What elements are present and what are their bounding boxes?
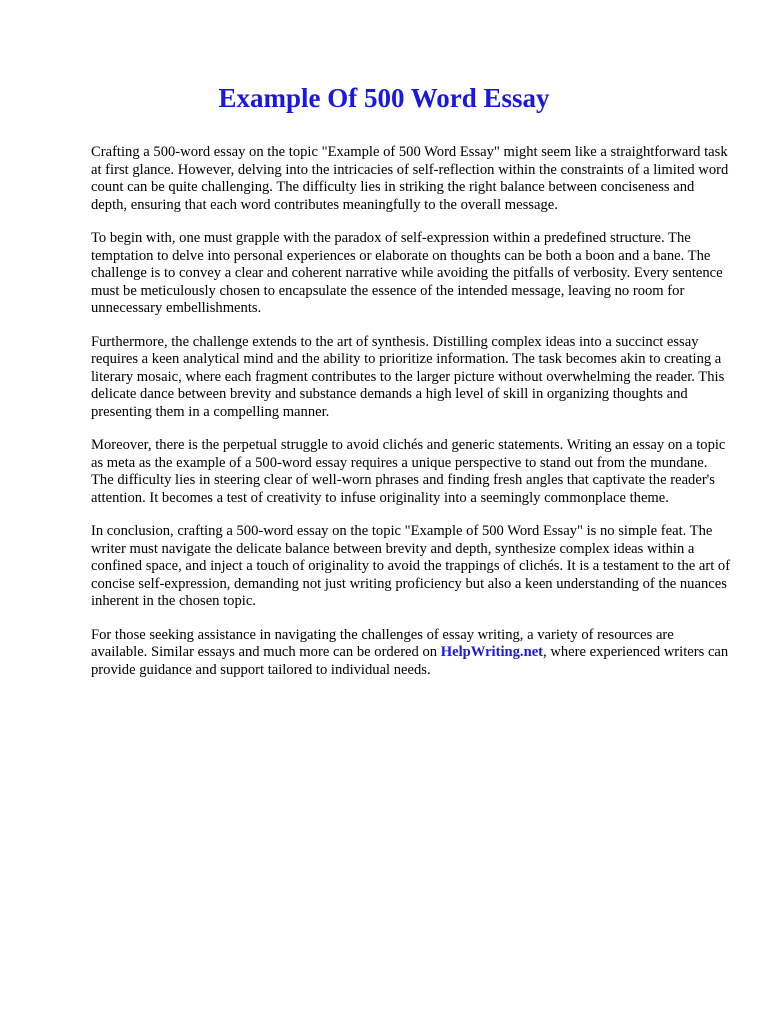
essay-body — [91, 144, 731, 695]
closing-text-after-link: , where experienced writers can provide guidance and support tailored to individual needs. — [91, 644, 729, 678]
paragraph-1: Crafting a 500-word essay on the topic "Example of 500 Word Essay" might seem like a straightforward task at first glance. However, delving into the intricacies of self-reflection within the constraints of a limited word count can be quite challenging. The difficulty lies in striking the right balance between conciseness and depth, ensuring that each word contributes meaningfully to the overall message. — [91, 144, 729, 213]
paragraph-3: Furthermore, the challenge extends to the art of synthesis. Distilling complex ideas into a succinct essay requires a keen analytical mind and the ability to prioritize information. The task becomes akin to creating a literary mosaic, where each fragment contributes to the larger picture without overwhelming the reader. This delicate dance between brevity and substance demands a high level of skill in organizing thoughts and presenting them in a compelling manner. — [91, 333, 725, 420]
closing-text-before-link: For those seeking assistance in navigating the challenges of essay writing, a variety of resources are available. Similar essays and much more can be ordered on — [91, 626, 674, 660]
page-title: Example Of 500 Word Essay — [218, 83, 550, 113]
helpwriting-link[interactable]: HelpWriting.net — [440, 644, 544, 660]
paragraph-2: To begin with, one must grapple with the paradox of self-expression within a predefined structure. The temptation to delve into personal experiences or elaborate on thoughts can be both a boon and a bane. The challenge is to convey a clear and coherent narrative while avoiding the pitfalls of verbosity. Every sentence must be meticulously chosen to encapsulate the essence of the intended message, leaving no room for unnecessary embellishments. — [91, 230, 723, 316]
paragraph-4: Moreover, there is the perpetual struggle to avoid clichés and generic statements. Writing an essay on a topic as meta as the example of a 500-word essay requires a unique perspective to stand out from the mundane. The difficulty lies in steering clear of well-worn phrases and finding fresh angles that captivate the reader's attention. It becomes a test of creativity to infuse originality into a seemingly commonplace theme. — [91, 437, 726, 506]
closing-paragraph — [91, 627, 731, 680]
paragraph-5: In conclusion, crafting a 500-word essay on the topic "Example of 500 Word Essay" is no simple feat. The writer must navigate the delicate balance between brevity and depth, synthesize complex ideas within a confined space, and inject a touch of originality to avoid the trappings of clichés. It is a testament to the art of concise self-expression, demanding not just writing proficiency but also a keen understanding of the nuances inherent in the chosen topic. — [91, 523, 731, 609]
